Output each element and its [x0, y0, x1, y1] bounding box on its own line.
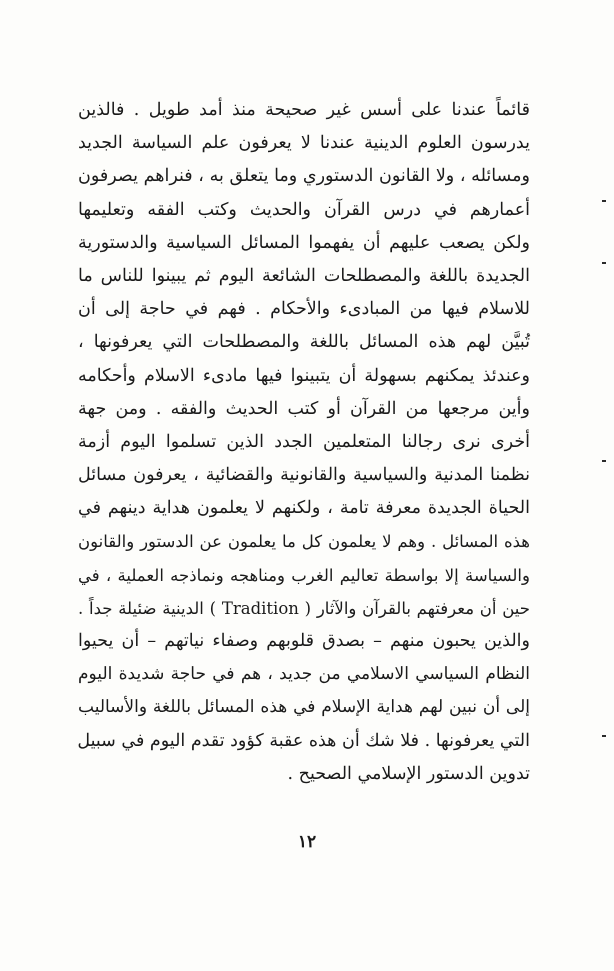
text-line-19: إلى أن نبين لهم هداية الإسلام في هذه المسائل باللغة والأساليب: [78, 697, 530, 718]
scan-mark: [602, 200, 606, 202]
text-line-20: التي يعرفونها . فلا شك أن هذه عقبة كؤود تقدم اليوم في سبيل: [77, 730, 530, 751]
text-line-11: أخرى نرى رجالنا المتعلمين الجدد الذين تسلموا اليوم أزمة: [78, 431, 530, 452]
scan-mark: [602, 262, 606, 264]
text-line-7: للاسلام فيها من المبادىء والأحكام . فهم في حاجة إلى أن: [78, 299, 530, 320]
text-line-6: الجديدة باللغة والمصطلحات الشائعة اليوم ثم يبينوا للناس ما: [78, 265, 530, 286]
text-line-10: وأين مرجعها من القرآن أو كتب الحديث والفقه . ومن جهة: [78, 398, 530, 419]
text-line-17: والذين يحبون منهم – بصدق قلوبهم وصفاء نياتهم – أن يحيوا: [78, 631, 530, 651]
text-line-3: ومسائله ، ولا القانون الدستوري وما يتعلق به ، فنراهم يصرفون: [78, 166, 530, 187]
scan-mark: [602, 460, 606, 462]
text-line-2: يدرسون العلوم الدينية عندنا لا يعرفون علم السياسة الجديد: [78, 133, 530, 154]
text-line-16: حين أن معرفتهم بالقرآن والآثار ( Tradition ) الدينية ضئيلة جداً .: [78, 598, 530, 618]
text-line-14: هذه المسائل . وهم لا يعلمون كل ما يعلمون عن الدستور والقانون: [78, 532, 530, 552]
page-number: ١٢: [297, 832, 317, 852]
body-text: [78, 94, 530, 791]
text-line-5: ولكن يصعب عليهم أن يفهموا المسائل السياسية والدستورية: [78, 232, 530, 253]
text-line-1: قائماً عندنا على أسس غير صحيحة منذ أمد طويل . فالذين: [78, 100, 530, 120]
text-line-4: أعمارهم في درس القرآن والحديث وكتب الفقه وتعليمها: [78, 199, 530, 220]
scan-mark: [602, 735, 606, 737]
text-line-15: والسياسة إلا بواسطة تعاليم الغرب ومناهجه ونماذجه العملية ، في: [78, 565, 530, 585]
text-line-9: وعندئذ يمكنهم بسهولة أن يتبينوا فيها مادىء الاسلام وأحكامه: [78, 365, 530, 386]
text-line-21: تدوين الدستور الإسلامي الصحيح .: [287, 763, 530, 784]
text-line-8: تُبيَّن لهم هذه المسائل باللغة والمصطلحات التي يعرفونها ،: [78, 332, 530, 353]
text-line-18: النظام السياسي الاسلامي من جديد ، هم في حاجة شديدة اليوم: [78, 664, 530, 685]
text-line-12: نظمنا المدنية والسياسية والقانونية والقضائية ، يعرفون مسائل: [78, 465, 530, 486]
text-line-13: الحياة الجديدة معرفة تامة ، ولكنهم لا يعلمون هداية دينهم في: [78, 498, 530, 519]
